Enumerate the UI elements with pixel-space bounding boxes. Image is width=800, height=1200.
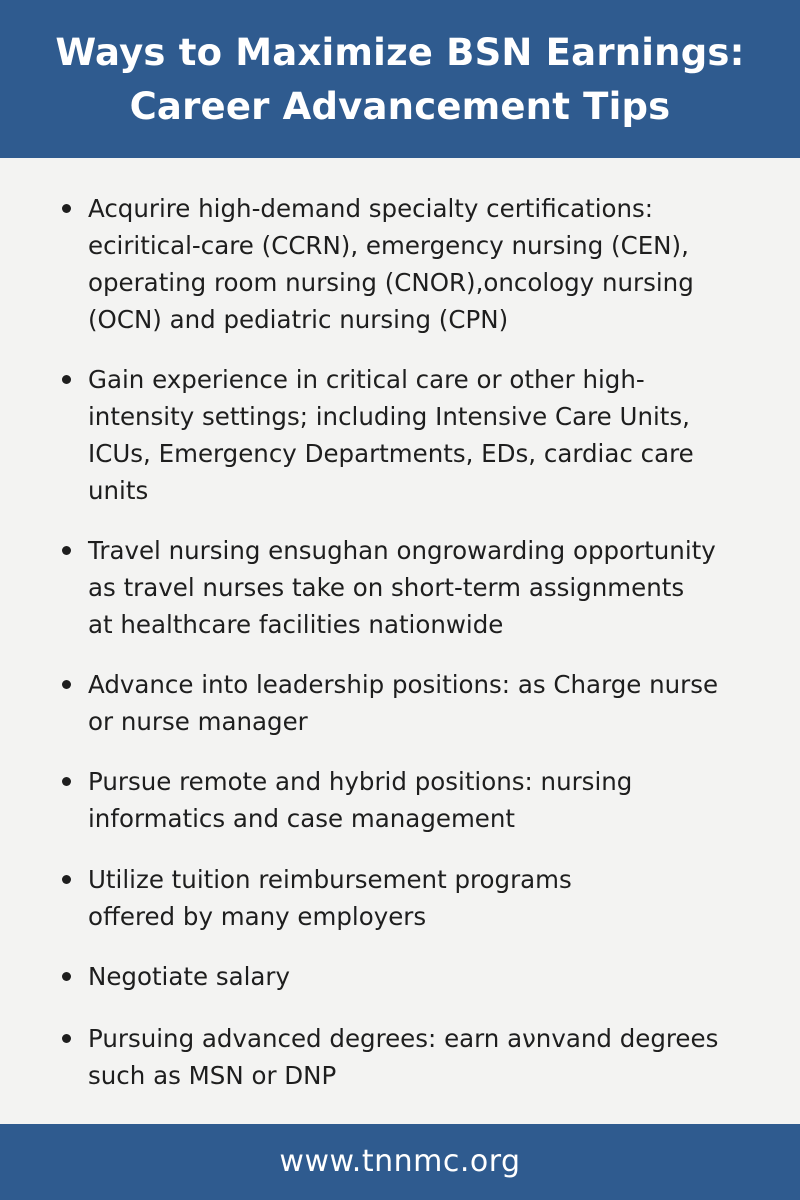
tip-line: Travel nursing ensughan ongrowarding opportunity bbox=[88, 536, 716, 565]
tip-line: Advance into leadership positions: as Charge nurse bbox=[88, 670, 719, 699]
tip-text bbox=[88, 763, 778, 837]
tip-line: Negotiate salary bbox=[88, 962, 291, 991]
tip-line: Gain experience in critical care or other high- bbox=[88, 365, 645, 394]
website-url: www.tnnmc.org bbox=[279, 1144, 521, 1179]
tip-text bbox=[88, 190, 778, 338]
bullet-icon bbox=[62, 875, 71, 884]
tip-line: units bbox=[88, 476, 149, 505]
tip-text bbox=[88, 861, 778, 935]
tip-line: Pursue remote and hybrid positions: nursing bbox=[88, 767, 633, 796]
bullet-icon bbox=[62, 375, 71, 384]
tips-content bbox=[0, 158, 800, 1124]
tip-line: Acqurire high-demand specialty certifications: bbox=[88, 194, 654, 223]
tip-text bbox=[88, 532, 778, 643]
footer-banner bbox=[0, 1124, 800, 1200]
bullet-icon bbox=[62, 204, 71, 213]
bullet-icon bbox=[62, 972, 71, 981]
tip-line: at healthcare facilities nationwide bbox=[88, 610, 504, 639]
tip-text bbox=[88, 361, 778, 509]
tip-line: as travel nurses take on short-term assignments bbox=[88, 573, 685, 602]
tip-line: or nurse manager bbox=[88, 707, 308, 736]
tip-line: intensity settings; including Intensive Care Units, bbox=[88, 402, 690, 431]
tip-text bbox=[88, 666, 778, 740]
tip-line: ICUs, Emergency Departments, EDs, cardiac care bbox=[88, 439, 694, 468]
tip-line: Utilize tuition reimbursement programs bbox=[88, 865, 572, 894]
tip-line: Pursuing advanced degrees: earn aνnvand degrees bbox=[88, 1024, 719, 1053]
tip-line: informatics and case management bbox=[88, 804, 516, 833]
tip-text bbox=[88, 1020, 778, 1094]
page-title-line-1: Ways to Maximize BSN Earnings: bbox=[55, 31, 745, 74]
bullet-icon bbox=[62, 680, 71, 689]
tip-line: (OCN) and pediatric nursing (CPN) bbox=[88, 305, 509, 334]
bullet-icon bbox=[62, 546, 71, 555]
bullet-icon bbox=[62, 777, 71, 786]
tip-line: such as MSN or DNP bbox=[88, 1061, 337, 1090]
header-banner bbox=[0, 0, 800, 158]
bullet-icon bbox=[62, 1034, 71, 1043]
tip-line: eciritical-care (CCRN), emergency nursing (CEN), bbox=[88, 231, 689, 260]
tip-text bbox=[88, 958, 778, 995]
page-title-line-2: Career Advancement Tips bbox=[129, 85, 671, 128]
tip-line: operating room nursing (CNOR),oncology nursing bbox=[88, 268, 694, 297]
tip-line: offered by many employers bbox=[88, 902, 427, 931]
